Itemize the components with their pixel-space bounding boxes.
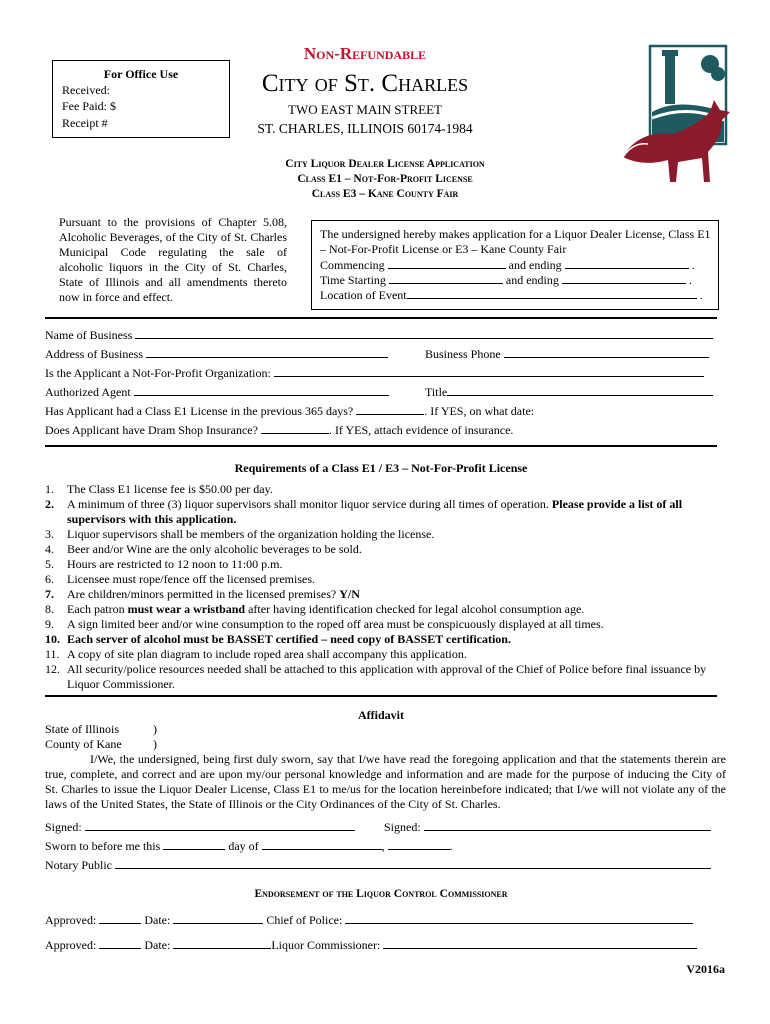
nfp-row bbox=[45, 365, 704, 381]
dram-shop-label: Does Applicant have Dram Shop Insurance? bbox=[45, 423, 258, 437]
dram-shop-row bbox=[45, 422, 513, 438]
sworn-month-field[interactable] bbox=[262, 838, 382, 850]
form-title-3: Class E3 – Kane County Fair bbox=[311, 188, 459, 200]
agent-label: Authorized Agent bbox=[45, 385, 131, 399]
approved-label: Approved: bbox=[45, 913, 97, 927]
title-row bbox=[425, 384, 713, 400]
county-label: County of Kane bbox=[45, 737, 122, 751]
date-field-2[interactable] bbox=[173, 937, 271, 949]
city-title: City of St. Charles bbox=[261, 70, 469, 97]
business-phone-field[interactable] bbox=[504, 346, 709, 358]
requirements-heading: Requirements of a Class E1 / E3 – Not-For-Profit License bbox=[234, 461, 528, 475]
location-label: Location of Event bbox=[320, 288, 407, 302]
form-title-2: Class E1 – Not-For-Profit License bbox=[297, 173, 473, 185]
business-address-field[interactable] bbox=[146, 346, 388, 358]
date-label: Date: bbox=[144, 938, 171, 952]
agent-row bbox=[45, 384, 389, 400]
requirement-item: 7. Are children/minors permitted in the licensed premises? Y/N bbox=[45, 587, 360, 601]
requirement-item: 9. A sign limited beer and/or wine consumption to the roped off area must be conspicuously displayed at all times. bbox=[45, 617, 604, 631]
street-address: TWO EAST MAIN STREET bbox=[288, 102, 442, 117]
commencing-label: Commencing bbox=[320, 258, 385, 272]
requirement-item: 4. Beer and/or Wine are the only alcoholic beverages to be sold. bbox=[45, 542, 362, 556]
signature-field-2[interactable] bbox=[424, 819, 711, 831]
divider bbox=[45, 445, 717, 447]
city-state-zip: ST. CHARLES, ILLINOIS 60174-1984 bbox=[257, 121, 473, 136]
state-paren: ) bbox=[153, 722, 157, 736]
sworn-year-field[interactable] bbox=[388, 838, 450, 850]
requirement-item: 12. All security/police resources needed shall be attached to this application with approval of the Chief of Police before final issuance by Liquor Commissioner. bbox=[45, 662, 707, 691]
ending-date-field[interactable] bbox=[565, 257, 689, 269]
approved-field-2[interactable] bbox=[99, 937, 141, 949]
business-address-row bbox=[45, 346, 388, 362]
chief-police-field[interactable] bbox=[345, 912, 693, 924]
requirement-item: 6. Licensee must rope/fence off the licensed premises. bbox=[45, 572, 316, 586]
chief-police-label: Chief of Police: bbox=[266, 913, 343, 927]
approval-row-1 bbox=[45, 912, 693, 928]
endorsement-heading: Endorsement of the Liquor Control Commissioner bbox=[254, 888, 508, 900]
notary-label: Notary Public bbox=[45, 858, 112, 872]
office-receipt: Receipt # bbox=[62, 116, 108, 130]
location-row: Location of Event . bbox=[320, 288, 703, 302]
divider bbox=[45, 317, 717, 319]
time-starting-label: Time Starting bbox=[320, 273, 386, 287]
dram-shop-attach-label: . If YES, attach evidence of insurance. bbox=[328, 423, 514, 437]
commencing-date-field[interactable] bbox=[388, 257, 506, 269]
agent-field[interactable] bbox=[134, 384, 389, 396]
nfp-label: Is the Applicant a Not-For-Profit Organization: bbox=[45, 366, 271, 380]
prior-license-field[interactable] bbox=[356, 403, 424, 415]
dram-shop-field[interactable] bbox=[261, 422, 329, 434]
state-label: State of Illinois bbox=[45, 722, 119, 736]
prior-license-label: Has Applicant had a Class E1 License in the previous 365 days? bbox=[45, 404, 354, 418]
requirement-item: 5. Hours are restricted to 12 noon to 11:00 p.m. bbox=[45, 557, 283, 571]
date-field-1[interactable] bbox=[173, 912, 263, 924]
liquor-commissioner-field[interactable] bbox=[383, 937, 697, 949]
business-phone-label: Business Phone bbox=[425, 347, 501, 361]
day-of-label: day of bbox=[228, 839, 259, 853]
notary-row bbox=[45, 857, 711, 873]
application-statement: The undersigned hereby makes application for a Liquor Dealer License, Class E1 – Not-For-Profit License or E3 – Kane County Fair bbox=[320, 227, 711, 256]
requirements-list bbox=[45, 482, 720, 692]
signed-label: Signed: bbox=[45, 820, 82, 834]
requirement-item: 8. Each patron must wear a wristband after having identification checked for legal alcohol consumption age. bbox=[45, 602, 585, 616]
affidavit-heading: Affidavit bbox=[358, 708, 404, 722]
version-label: V2016a bbox=[686, 962, 725, 976]
time-and-ending: and ending bbox=[505, 273, 559, 287]
commencing-and-ending: and ending bbox=[508, 258, 562, 272]
nfp-field[interactable] bbox=[274, 365, 704, 377]
time-end-field[interactable] bbox=[562, 272, 686, 284]
time-row: Time Starting and ending . bbox=[320, 273, 692, 287]
fox-logo-icon bbox=[618, 42, 743, 197]
location-field[interactable] bbox=[407, 287, 697, 299]
requirement-item: 3. Liquor supervisors shall be members of the organization holding the license. bbox=[45, 527, 435, 541]
business-phone-row bbox=[425, 346, 709, 362]
sworn-label: Sworn to before me this bbox=[45, 839, 161, 853]
approved-field-1[interactable] bbox=[99, 912, 141, 924]
signed-row-1 bbox=[45, 819, 355, 835]
date-label: Date: bbox=[144, 913, 171, 927]
office-received: Received: bbox=[62, 83, 110, 97]
approved-label: Approved: bbox=[45, 938, 97, 952]
office-use-title: For Office Use bbox=[103, 67, 179, 81]
approval-row-2 bbox=[45, 937, 697, 953]
time-start-field[interactable] bbox=[389, 272, 503, 284]
signature-field-1[interactable] bbox=[85, 819, 355, 831]
intro-paragraph: Pursuant to the provisions of Chapter 5.08, Alcoholic Beverages, of the City of St. Charles Municipal Code regulating the sale of alcoholic liquors in the City of St. Charles, State of Illinois and all amendments thereto now in force and effect. bbox=[59, 215, 287, 304]
city-logo bbox=[618, 42, 743, 197]
business-name-label: Name of Business bbox=[45, 328, 133, 342]
notary-field[interactable] bbox=[115, 857, 711, 869]
affidavit-body: I/We, the undersigned, being first duly sworn, say that I/we have read the foregoing application and that the statements therein are true, complete, and correct and are upon my/our personal knowledge and information and are made for the purpose of inducing the City of St. Charles to issue the Liquor Dealer License, Class E1 to me/us for the location hereinbefore indicated; that I/we will not violate any of the laws of the United States, the State of Illinois or the City Ordinances of the City of St. Charles. bbox=[45, 752, 726, 811]
county-paren: ) bbox=[153, 737, 157, 751]
requirement-item: 2. A minimum of three (3) liquor supervisors shall monitor liquor service during all times of operation. Please provide a list of all supervisors with this application. bbox=[45, 497, 683, 526]
liquor-commissioner-label: Liquor Commissioner: bbox=[271, 938, 381, 952]
sworn-row: Sworn to before me this day of , . bbox=[45, 839, 453, 853]
requirement-item: 10. Each server of alcohol must be BASSET certified – need copy of BASSET certification. bbox=[45, 632, 511, 646]
form-title-1: City Liquor Dealer License Application bbox=[285, 158, 485, 170]
requirement-item: 1. The Class E1 license fee is $50.00 per day. bbox=[45, 482, 273, 496]
requirement-item: 11. A copy of site plan diagram to include roped area shall accompany this application. bbox=[45, 647, 467, 661]
business-name-field[interactable] bbox=[135, 327, 713, 339]
signed-label: Signed: bbox=[384, 820, 421, 834]
sworn-day-field[interactable] bbox=[163, 838, 225, 850]
non-refundable-label: Non-Refundable bbox=[303, 44, 427, 63]
signed-row-2 bbox=[384, 819, 711, 835]
divider bbox=[45, 695, 717, 697]
business-name-row bbox=[45, 327, 713, 343]
prior-license-row bbox=[45, 403, 534, 419]
title-label: Title bbox=[425, 385, 448, 399]
title-field[interactable] bbox=[447, 384, 713, 396]
business-address-label: Address of Business bbox=[45, 347, 143, 361]
commencing-row: Commencing and ending . bbox=[320, 258, 695, 272]
prior-license-date-label: . If YES, on what date: bbox=[424, 404, 535, 418]
office-fee-paid: Fee Paid: $ bbox=[62, 99, 116, 113]
